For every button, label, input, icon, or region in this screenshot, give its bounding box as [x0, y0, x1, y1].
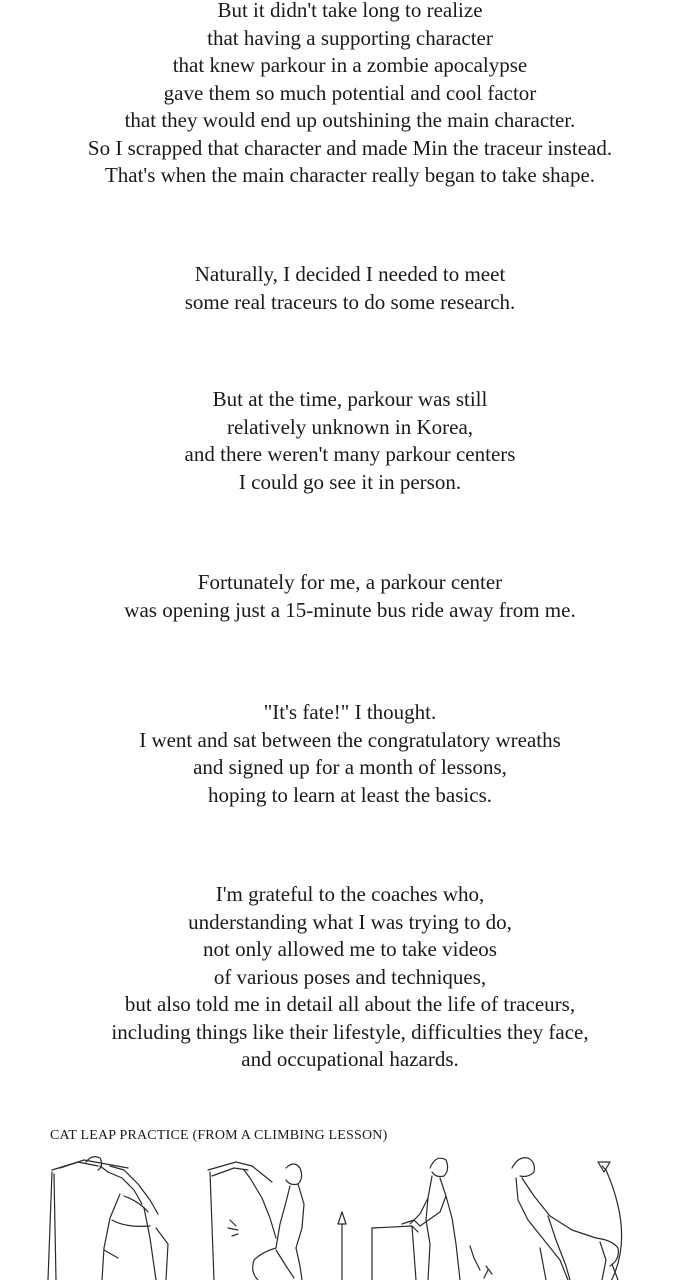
story-line: was opening just a 15-minute bus ride away from me.	[124, 597, 576, 622]
story-line: relatively unknown in Korea,	[226, 414, 474, 439]
story-paragraph-5	[0, 699, 700, 809]
story-line: some real traceurs to do some research.	[184, 289, 516, 314]
story-line: Naturally, I decided I needed to meet	[194, 262, 506, 286]
story-line: I went and sat between the congratulatory wreaths	[139, 727, 561, 752]
story-paragraph-2	[0, 261, 700, 316]
story-line: and occupational hazards.	[241, 1047, 459, 1071]
sketch-figure-1	[48, 1157, 168, 1280]
story-line: that they would end up outshining the main character.	[124, 108, 576, 132]
sketch-figure-4	[512, 1158, 622, 1280]
story-paragraph-6	[0, 881, 700, 1074]
story-line: of various poses and techniques,	[213, 964, 487, 989]
cat-leap-sketch	[0, 1148, 700, 1280]
story-line: not only allowed me to take videos	[203, 937, 497, 961]
sketch-figure-3	[372, 1158, 492, 1280]
story-line: "It's fate!" I thought.	[263, 700, 437, 724]
sketch-figure-2	[208, 1162, 346, 1280]
story-line: That's when the main character really began to take shape.	[104, 163, 596, 187]
sketch-caption: CAT LEAP PRACTICE (FROM A CLIMBING LESSON)	[50, 1128, 388, 1143]
story-line: understanding what I was trying to do,	[188, 909, 512, 934]
story-line: and there weren't many parkour centers	[184, 442, 516, 466]
story-line: But it didn't take long to realize	[217, 0, 483, 22]
story-paragraph-4	[0, 569, 700, 624]
story-line: I'm grateful to the coaches who,	[215, 882, 485, 906]
story-line: that having a supporting character	[207, 25, 493, 50]
story-paragraph-1	[0, 0, 700, 190]
story-line: But at the time, parkour was still	[212, 387, 488, 411]
story-line: Fortunately for me, a parkour center	[197, 570, 503, 594]
story-line: including things like their lifestyle, difficulties they face,	[111, 1019, 589, 1044]
story-line: and signed up for a month of lessons,	[193, 755, 507, 779]
story-line: So I scrapped that character and made Min the traceur instead.	[87, 135, 613, 160]
story-line: I could go see it in person.	[238, 469, 462, 494]
story-line: that knew parkour in a zombie apocalypse	[172, 53, 528, 77]
story-line: hoping to learn at least the basics.	[207, 782, 492, 807]
story-line: but also told me in detail all about the life of traceurs,	[124, 992, 576, 1016]
story-paragraph-3	[0, 386, 700, 496]
story-line: gave them so much potential and cool factor	[163, 80, 537, 105]
